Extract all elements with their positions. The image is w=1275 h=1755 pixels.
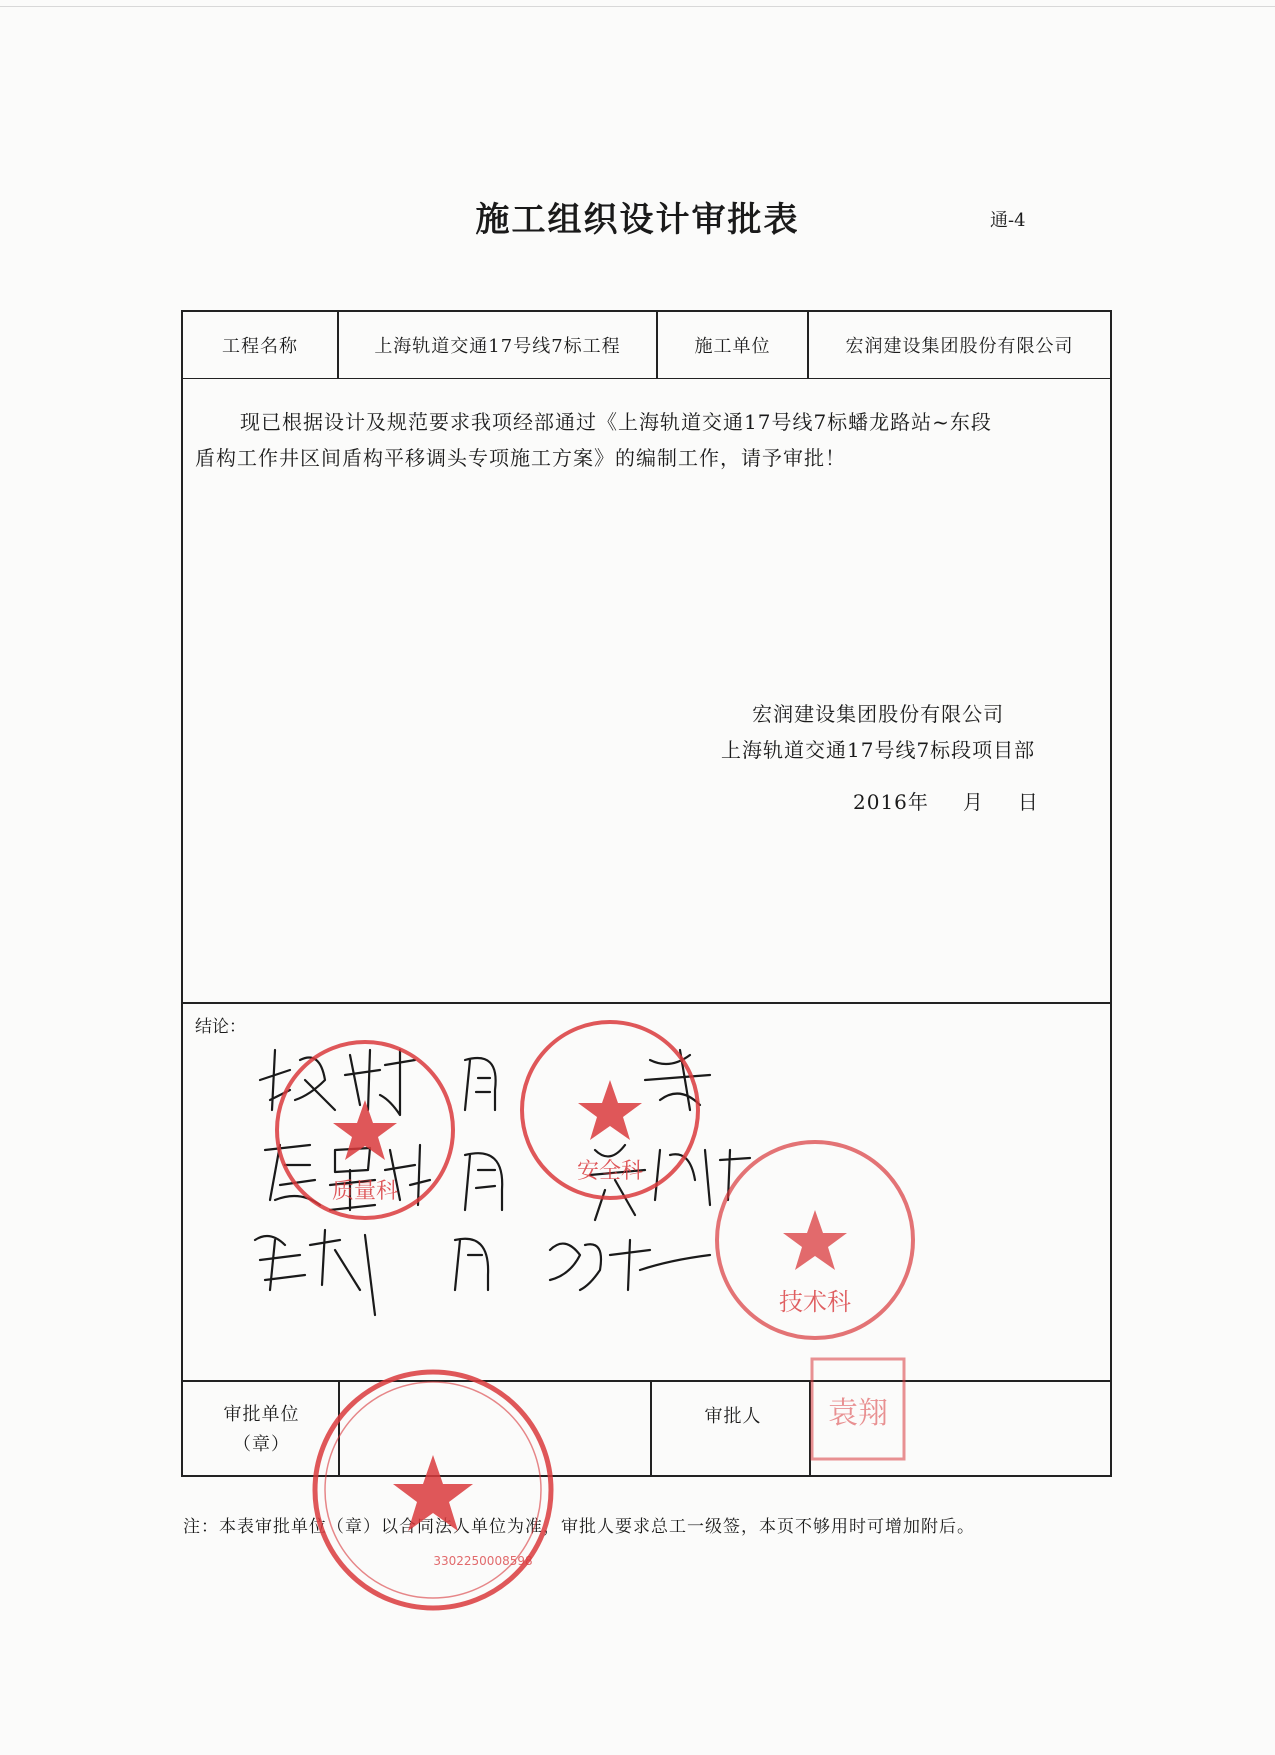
form-code: 通-4 bbox=[990, 210, 1026, 231]
quality-dept-stamp bbox=[265, 1030, 465, 1230]
approver-label: 审批人 bbox=[704, 1406, 762, 1427]
approval-unit-label-line1: 审批单位 bbox=[223, 1403, 300, 1425]
divider bbox=[183, 1002, 1110, 1004]
paper-fold-line bbox=[0, 6, 1275, 7]
project-name-label: 工程名称 bbox=[222, 336, 298, 357]
applicant-department: 上海轨道交通17号线7标段项目部 bbox=[721, 738, 1036, 762]
star-icon bbox=[333, 1100, 397, 1160]
divider bbox=[650, 1380, 652, 1477]
tech-dept-stamp bbox=[700, 1130, 930, 1350]
personal-seal bbox=[808, 1355, 908, 1465]
header-row bbox=[183, 312, 1110, 379]
quality-stamp-dept: 质量科 bbox=[331, 1179, 399, 1204]
star-icon bbox=[578, 1080, 642, 1140]
applicant-signature-block bbox=[721, 696, 1035, 768]
company-seal bbox=[303, 1360, 563, 1620]
company-seal-code: 3302250008598 bbox=[433, 1554, 533, 1568]
approval-unit-label-line2: （章） bbox=[233, 1433, 290, 1455]
safety-dept-stamp bbox=[510, 1010, 710, 1210]
form-title: 施工组织设计审批表 bbox=[475, 200, 800, 240]
application-line-1: 现已根据设计及规范要求我项经部通过《上海轨道交通17号线7标蟠龙路站~东段 bbox=[240, 410, 992, 434]
star-icon bbox=[393, 1455, 473, 1531]
conclusion-label: 结论： bbox=[195, 1017, 246, 1037]
footnote: 注：本表审批单位（章）以合同法人单位为准，审批人要求总工一级签，本页不够用时可增加附后。 bbox=[183, 1517, 975, 1537]
date-day: 日 bbox=[1017, 790, 1039, 814]
date-year: 2016年 bbox=[853, 790, 929, 814]
contractor-value: 宏润建设集团股份有限公司 bbox=[845, 336, 1074, 357]
application-text bbox=[195, 404, 1098, 476]
safety-stamp-dept: 安全科 bbox=[576, 1159, 644, 1184]
contractor-label: 施工单位 bbox=[694, 336, 771, 357]
application-date bbox=[853, 786, 1039, 815]
date-month: 月 bbox=[962, 790, 984, 814]
applicant-company: 宏润建设集团股份有限公司 bbox=[752, 702, 1005, 726]
star-icon bbox=[783, 1210, 847, 1270]
project-name-value: 上海轨道交通17号线7标工程 bbox=[374, 336, 621, 357]
application-line-2: 盾构工作井区间盾构平移调头专项施工方案》的编制工作，请予审批！ bbox=[195, 446, 846, 470]
personal-seal-text: 袁翔 bbox=[828, 1396, 888, 1431]
tech-stamp-dept: 技术科 bbox=[779, 1288, 851, 1316]
